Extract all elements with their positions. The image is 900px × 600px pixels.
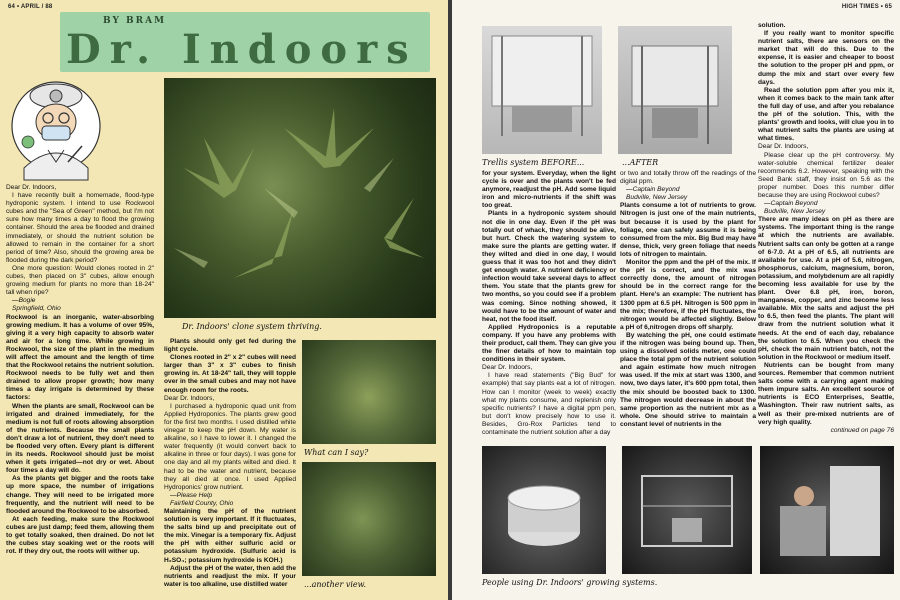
letter-location: Springfield, Ohio xyxy=(12,305,61,313)
left-column-2 xyxy=(164,338,296,596)
trellis-before-photo xyxy=(482,26,602,154)
plant-leaves-graphic xyxy=(164,78,436,318)
answer-text: for your system. Everyday, when the light cycle is over and the plants won't be fed anymore, readjust the pH. Add some liquid iron and micro-nutrients if the shift was too great. xyxy=(482,170,616,210)
answer-text: By watching the pH, one could estimate if the nitrogen was being bound up. Then, using a dissolved solids meter, one could place the total ppm of the nutrient solution and again estimate how much nitrogen was used. If the mix at start was 1300, and now, two days later, it's 600 ppm total, then the mix should be boosted back to 1300. The nitrogen would decrease in about the same proportion as the nutrient mix as a whole. One should strive to maintain a constant level of nutrients in the xyxy=(620,331,756,428)
doctor-illustration xyxy=(8,76,104,184)
grow-system-graphic-2 xyxy=(622,446,752,574)
letter-text: I have recently built a homemade, flood-type hydroponic system. I intend to use Rockwool cubes and the "Sea of Green" method, but I'm not sure how many times a day to flood the growing container. Should the area be flooded and drained immediately, or should the nutrient solution be allowed to remain in the container for a short period of time? Also, should the growing area be flooded during the dark period? xyxy=(6,192,154,264)
answer-text: Plants consume a lot of nutrients to grow. Nitrogen is just one of the main nutrients, but because it is used by the plant for foliage, one can safely assume it is being consumed from the mix. Big Bud may have dense, thick, very green foliage that needs lots of nitrogen to maintain. xyxy=(620,202,756,258)
answer-text: Monitor the ppm and the pH of the mix. If the pH is correct, and the mix was correctly done, the amount of nitrogen should be in the correct range for the plant. Here's an example: The nutrient has 1300 ppm at 6.5 pH. Nitrogen is 500 ppm in the mix; therefore, if the pH fluctuates, the nitrogen would be affected slightly. Below a pH of 6,nitrogen drops off sharply. xyxy=(620,259,756,331)
answer-text: Adjust the pH of the water, then add the nutrients and readjust the mix. If your water is too alkaline, use distilled water xyxy=(164,564,296,588)
grow-system-photo-3 xyxy=(760,446,894,574)
left-page xyxy=(0,0,448,600)
letter-salutation: Dear Dr. Indoors, xyxy=(164,394,215,402)
letter-salutation: Dear Dr. Indoors, xyxy=(482,364,533,372)
answer-text: As the plants get bigger and the roots take up more space, the number of irrigations change. They will need to be irrigated more frequently, and the nutrient will need to be flooded around the Rockwool to be absorbed. xyxy=(6,475,154,515)
side-caption-1: What can I say? xyxy=(304,448,369,457)
trellis-after-photo xyxy=(618,26,732,154)
letter-signature: —Please Help xyxy=(170,491,213,499)
column-title: Dr. Indoors xyxy=(66,26,418,73)
letter-signature: —Captain Beyond xyxy=(626,186,680,194)
trellis-before-graphic xyxy=(482,26,602,154)
letter-text: Please clear up the pH controversy. My water-soluble chemical fertilizer dealer recommends 6.2. However, speaking with the Seed Bank staff, they insist on 5.6 as the proper number. Does this number differ because they are using Rockwool cubes? xyxy=(758,151,894,199)
right-column-1 xyxy=(482,170,616,438)
right-page xyxy=(452,0,900,600)
letter-salutation: Dear Dr. Indoors, xyxy=(758,143,809,151)
answer-text: Plants in a hydroponic system should not die in one day. Even if the pH was totally out of whack, they should be alive, but hurt. Check the watering system to make sure the plants are getting water. If they wilted and died in one day, I would guess that it was too hot and they didn't get enough water. A nutrient deficiency or infection would take several days to affect them. You state that the plants grew for two months, so you could see if a problem was coming. Since nothing showed, it would have to be the amount of water and heat, not the food itself. xyxy=(482,210,616,323)
letter-text: One more question: Would clones rooted in 2" cubes, then placed on 3" cubes, allow enough growing medium for plants no more than 18-24" tall when ripe? xyxy=(6,264,154,297)
caption-before: Trellis system BEFORE... xyxy=(482,158,585,167)
answer-text: If you really want to monitor specific nutrient salts, there are sensors on the market that will do this. Due to the expense, it is easier and cheaper to boost the solution to the proper pH and ppm, or dump the mix and start over every few days. xyxy=(758,30,894,86)
answer-text: Nutrients can be bought from many sources. Remember that common nutrient salts come with a carrying agent making them impure salts. An excellent source of nutrients is ECO Enterprises, Seattle, Washington. Their raw nutrient salts, as well as their pre-mixed nutrients are of very high quality. xyxy=(758,361,894,426)
plants-photo-small-1 xyxy=(302,340,436,444)
clone-photo-caption: Dr. Indoors' clone system thriving. xyxy=(182,322,322,331)
trellis-after-graphic xyxy=(618,26,732,154)
letter-text: I purchased a hydroponic quad unit from Applied Hydroponics. The plants grew good for the first two months. I used distilled white vinegar to keep the pH down. My water is alkaline, so I have to lower it. I changed the water frequently (it would convert back to alkaline in three or four days). I was gone for one day and all my plants wilted and died. It had to be the water and nutrient, because they all died at once. I used Applied Hydroponics' grow nutrient. xyxy=(164,402,296,491)
grow-system-photo-1 xyxy=(482,446,606,574)
plants-photo-small-2 xyxy=(302,462,436,576)
right-column-3 xyxy=(758,22,895,434)
letter-signature: —Bogie xyxy=(12,297,36,305)
answer-text: There are many ideas on pH as there are systems. The important thing is the range at which the nutrients are available. Nutrient salts can only be gotten at a range of 6-7.0. At a pH of 6.5, all nutrients are available for use. At a pH of 5.6, nitrogen, phosphorus, calcium, magnesium, boron, potassium, and molybdenum are all rapidly becoming less available for use by the plant. Over 6.8 pH, iron, boron, manganese, copper, and zinc become less available. Mix the salts and adjust the pH to 6.5, then feed the plants. The plant will draw from the nutrient solution what it needs. At the end of each day, rebalance the solution to 6.5. When you check the pH, check the main nutrient batch, not the solution in the Rockwool or medium itself. xyxy=(758,216,894,361)
answer-text: Applied Hydroponics is a reputable company. If you have any problems with their product, call them. They can give you the finer details of how to maintain top conditions in their system. xyxy=(482,323,616,364)
letter-text: I have read statements ("Big Bud" for example) that say plants eat a lot of nitrogen. How can I monitor (week to week) exactly what my plants consume, and replenish only specific nutrients? I have a digital ppm pen, but don't know precisely how to use it. Besides, Gro-Rox Particles tend to contaminate the nutrient solution after a day xyxy=(482,372,616,436)
bottom-caption: People using Dr. Indoors' growing systems. xyxy=(482,578,658,587)
left-column-1 xyxy=(6,184,154,596)
answer-text: solution. xyxy=(758,22,786,29)
letter-salutation: Dear Dr. Indoors, xyxy=(6,184,57,191)
grow-system-graphic-1 xyxy=(482,446,606,574)
grow-system-graphic-3 xyxy=(760,446,894,574)
letter-location: Budville, New Jersey xyxy=(626,194,688,202)
letter-location: Fairfield County, Ohio xyxy=(170,499,234,507)
right-column-2 xyxy=(620,170,756,438)
left-folio: 64 • APRIL / 88 xyxy=(8,4,53,10)
continued-note: continued on page 76 xyxy=(830,426,894,434)
caption-after: ...AFTER xyxy=(622,158,659,167)
answer-text: When the plants are small, Rockwool can be irrigated and drained immediately, for the medium is not full of roots allowing absorption of the nutrients. Because the small plants don't draw a lot of nutrient, they don't need to be flooded very often. Every plant is different in its needs. Rockwool should just be moist when it gets irrigated—not dry or wet. About four times a day will do. xyxy=(6,402,154,475)
answer-text: Rockwool is an inorganic, water-absorbing growing medium. It has a volume of over 95%, giving it a very high capacity to absorb water and air for a long time. While growing in Rockwool, the size of the plant in the medium will affect the amount and the length of time that the Rockwool retains the nutrient solution. Rockwool needs to be fully wet and then drained to allow proper growth; how many times a day irrigate is determined by these factors: xyxy=(6,313,154,402)
answer-text: Clones rooted in 2" x 2" cubes will need larger than 3" x 3" cubes to finish growing in. At 18-24" tall, they will topple over in the small cubes and may not have enough room for the roots. xyxy=(164,354,296,394)
answer-text: Maintaining the pH of the nutrient solution is very important. If it fluctuates, the salts bind up and precipitate out of the mix. Vinegar is a temporary fix. Adjust the pH with either sulfuric acid or potassium hydroxide. (Sulfuric acid is H₂SO₄; potassium hydroxide is KOH.) xyxy=(164,507,296,564)
answer-text: At each feeding, make sure the Rockwool cubes are just damp; feed them, allowing them to get totally soaked, then drained. Do not let the cubes stay soaking wet or the roots will rot. If they dry out, the roots will wither up. xyxy=(6,515,154,556)
answer-text: Plants should only get fed during the light cycle. xyxy=(164,338,296,354)
byline: BY BRAM xyxy=(103,16,167,26)
clone-system-photo xyxy=(164,78,436,318)
right-folio: HIGH TIMES • 65 xyxy=(841,4,892,10)
letter-signature: —Captain Beyond xyxy=(764,200,818,208)
letter-location: Budville, New Jersey xyxy=(764,208,826,216)
letter-text: or two and totally throw off the readings of the digital ppm. xyxy=(620,170,756,186)
grow-system-photo-2 xyxy=(622,446,752,574)
side-caption-2: ...another view. xyxy=(304,580,367,589)
answer-text: Read the solution ppm after you mix it, when it comes back to the main tank after the full day of use, and after you rebalance the pH of the solution. This, with the plants' growth and looks, will clue you in to what nutrient salts the plants are using at what times. xyxy=(758,86,895,143)
